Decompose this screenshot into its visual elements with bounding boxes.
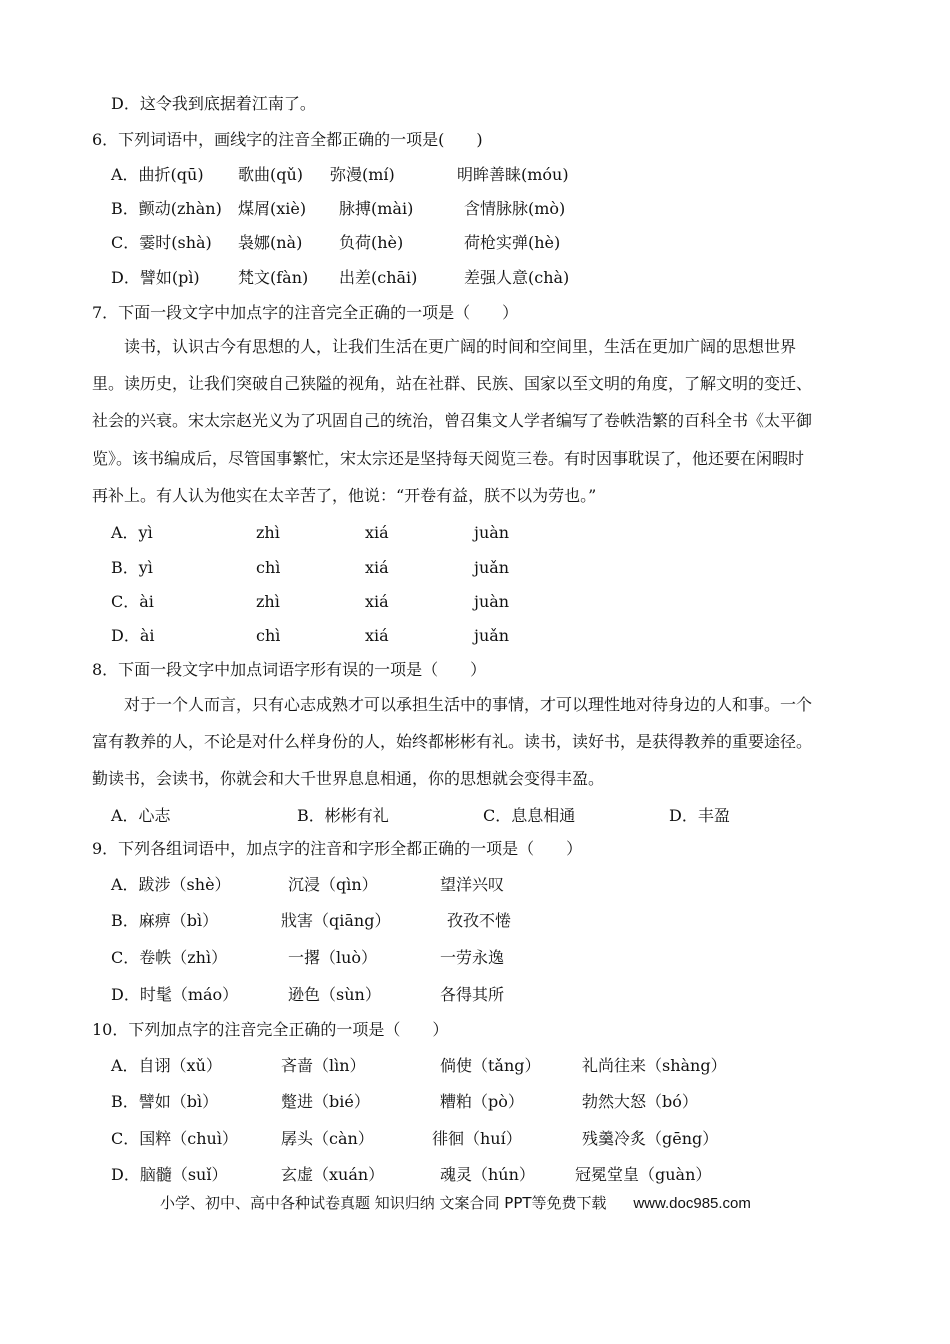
q6-b2: 煤屑(xiè) bbox=[238, 199, 307, 218]
q7-d3: xiá bbox=[365, 626, 389, 645]
q7-b4: juǎn bbox=[474, 558, 510, 577]
q10-d2: 玄虚（xuán） bbox=[281, 1165, 385, 1184]
q9-d1: D．时髦（máo） bbox=[111, 985, 239, 1004]
q6-a4: 明眸善睐(móu) bbox=[457, 165, 569, 184]
q6-d2: 梵文(fàn) bbox=[238, 268, 309, 287]
q8-d: D．丰盈 bbox=[669, 806, 730, 825]
footer-text: 小学、初中、高中各种试卷真题 知识归纳 文案合同 PPT等免费下载 bbox=[160, 1194, 607, 1212]
q6-a2: 歌曲(qǔ) bbox=[238, 165, 304, 184]
q9-stem: 9．下列各组词语中，加点字的注音和字形全都正确的一项是（ ） bbox=[92, 839, 583, 858]
q7-b1: B．yì bbox=[111, 558, 153, 577]
q10-a2: 吝啬（lìn） bbox=[281, 1056, 366, 1075]
footer-url-link[interactable]: www.doc985.com bbox=[633, 1195, 751, 1212]
q10-c2: 孱头（càn） bbox=[281, 1129, 374, 1148]
q7-passage-line: 读书，认识古今有思想的人，让我们生活在更广阔的时间和空间里，生活在更加广阔的思想世界 bbox=[92, 337, 797, 356]
q6-b1: B．颤动(zhàn) bbox=[111, 199, 222, 218]
q10-d4: 冠冕堂皇（guàn） bbox=[575, 1165, 712, 1184]
q7-c2: zhì bbox=[256, 592, 280, 611]
q6-c2: 袅娜(nà) bbox=[238, 233, 303, 252]
q8-c: C．息息相通 bbox=[483, 806, 576, 825]
q9-c2: 一撂（luò） bbox=[288, 948, 378, 967]
q8-passage-line: 富有教养的人，不论是对什么样身份的人，始终都彬彬有礼。读书，读好书，是获得教养的重要途径。 bbox=[92, 732, 813, 751]
q10-a1: A．自诩（xǔ） bbox=[111, 1056, 222, 1075]
q6-c1: C．霎时(shà) bbox=[111, 233, 212, 252]
q9-c1: C．卷帙（zhì） bbox=[111, 948, 228, 967]
q10-c3: 徘徊（huí） bbox=[432, 1129, 522, 1148]
q7-d2: chì bbox=[256, 626, 281, 645]
q7-b3: xiá bbox=[365, 558, 389, 577]
q6-c4: 荷枪实弹(hè) bbox=[464, 233, 561, 252]
q9-a1: A．跋涉（shè） bbox=[111, 875, 231, 894]
q10-c4: 残羹冷炙（gēng） bbox=[582, 1129, 719, 1148]
q7-a3: xiá bbox=[365, 523, 389, 542]
q7-passage-line: 再补上。有人认为他实在太辛苦了，他说：“开卷有益，朕不以为劳也。” bbox=[92, 486, 597, 505]
q10-a3: 倘使（tǎng） bbox=[440, 1056, 541, 1075]
q8-passage-line: 勤读书，会读书，你就会和大千世界息息相通，你的思想就会变得丰盈。 bbox=[92, 769, 605, 788]
q10-stem: 10．下列加点字的注音完全正确的一项是（ ） bbox=[92, 1020, 449, 1039]
q7-passage-line: 社会的兴衰。宋太宗赵光义为了巩固自己的统治，曾召集文人学者编写了卷帙浩繁的百科全书《太平御 bbox=[92, 411, 813, 430]
q9-d2: 逊色（sùn） bbox=[288, 985, 381, 1004]
q6-b3: 脉搏(mài) bbox=[339, 199, 414, 218]
q6-d4: 差强人意(chà) bbox=[464, 268, 570, 287]
q6-c3: 负荷(hè) bbox=[339, 233, 404, 252]
q9-b1: B．麻痹（bì） bbox=[111, 911, 219, 930]
q9-b3: 孜孜不惓 bbox=[447, 911, 512, 930]
q6-a1: A．曲折(qū) bbox=[111, 165, 204, 184]
q10-d1: D．脑髓（suǐ） bbox=[111, 1165, 228, 1184]
q10-d3: 魂灵（hún） bbox=[440, 1165, 535, 1184]
q7-stem: 7．下面一段文字中加点字的注音完全正确的一项是（ ） bbox=[92, 303, 519, 322]
q6-stem: 6．下列词语中，画线字的注音全都正确的一项是( ) bbox=[92, 130, 483, 149]
q8-stem: 8．下面一段文字中加点词语字形有误的一项是（ ） bbox=[92, 660, 487, 679]
q6-a3: 弥漫(mí) bbox=[330, 165, 395, 184]
q8-b: B．彬彬有礼 bbox=[297, 806, 389, 825]
q6-b4: 含情脉脉(mò) bbox=[464, 199, 566, 218]
q9-d3: 各得其所 bbox=[440, 985, 505, 1004]
q10-c1: C．国粹（chuì） bbox=[111, 1129, 238, 1148]
q7-a2: zhì bbox=[256, 523, 280, 542]
q7-d1: D．ài bbox=[111, 626, 155, 645]
q8-a: A．心志 bbox=[111, 806, 171, 825]
q9-a3: 望洋兴叹 bbox=[440, 875, 505, 894]
q9-a2: 沉浸（qìn） bbox=[288, 875, 378, 894]
q5-option-d: D．这令我到底据着江南了。 bbox=[111, 94, 316, 113]
q7-c4: juàn bbox=[474, 592, 510, 611]
q9-c3: 一劳永逸 bbox=[440, 948, 505, 967]
q9-b2: 戕害（qiāng） bbox=[281, 911, 391, 930]
q7-c3: xiá bbox=[365, 592, 389, 611]
q7-a1: A．yì bbox=[111, 523, 153, 542]
q7-passage-line: 里。读历史，让我们突破自己狭隘的视角，站在社群、民族、国家以至文明的角度，了解文明的变迁、 bbox=[92, 374, 813, 393]
q7-b2: chì bbox=[256, 558, 281, 577]
q6-d1: D．譬如(pì) bbox=[111, 268, 200, 287]
q10-b3: 糟粕（pò） bbox=[440, 1092, 524, 1111]
q6-d3: 出差(chāi) bbox=[339, 268, 418, 287]
q7-passage-line: 览》。该书编成后，尽管国事繁忙，宋太宗还是坚持每天阅览三卷。有时因事耽误了，他还要在闲暇时 bbox=[92, 449, 805, 468]
q10-b2: 蹩进（bié） bbox=[281, 1092, 370, 1111]
q10-b4: 勃然大怒（bó） bbox=[582, 1092, 698, 1111]
q10-b1: B．譬如（bì） bbox=[111, 1092, 219, 1111]
page-footer bbox=[160, 1192, 751, 1213]
q7-d4: juǎn bbox=[474, 626, 510, 645]
q10-a4: 礼尚往来（shàng） bbox=[582, 1056, 727, 1075]
q7-a4: juàn bbox=[474, 523, 510, 542]
q8-passage-line: 对于一个人而言，只有心志成熟才可以承担生活中的事情，才可以理性地对待身边的人和事。一个 bbox=[92, 695, 813, 714]
q7-c1: C．ài bbox=[111, 592, 154, 611]
